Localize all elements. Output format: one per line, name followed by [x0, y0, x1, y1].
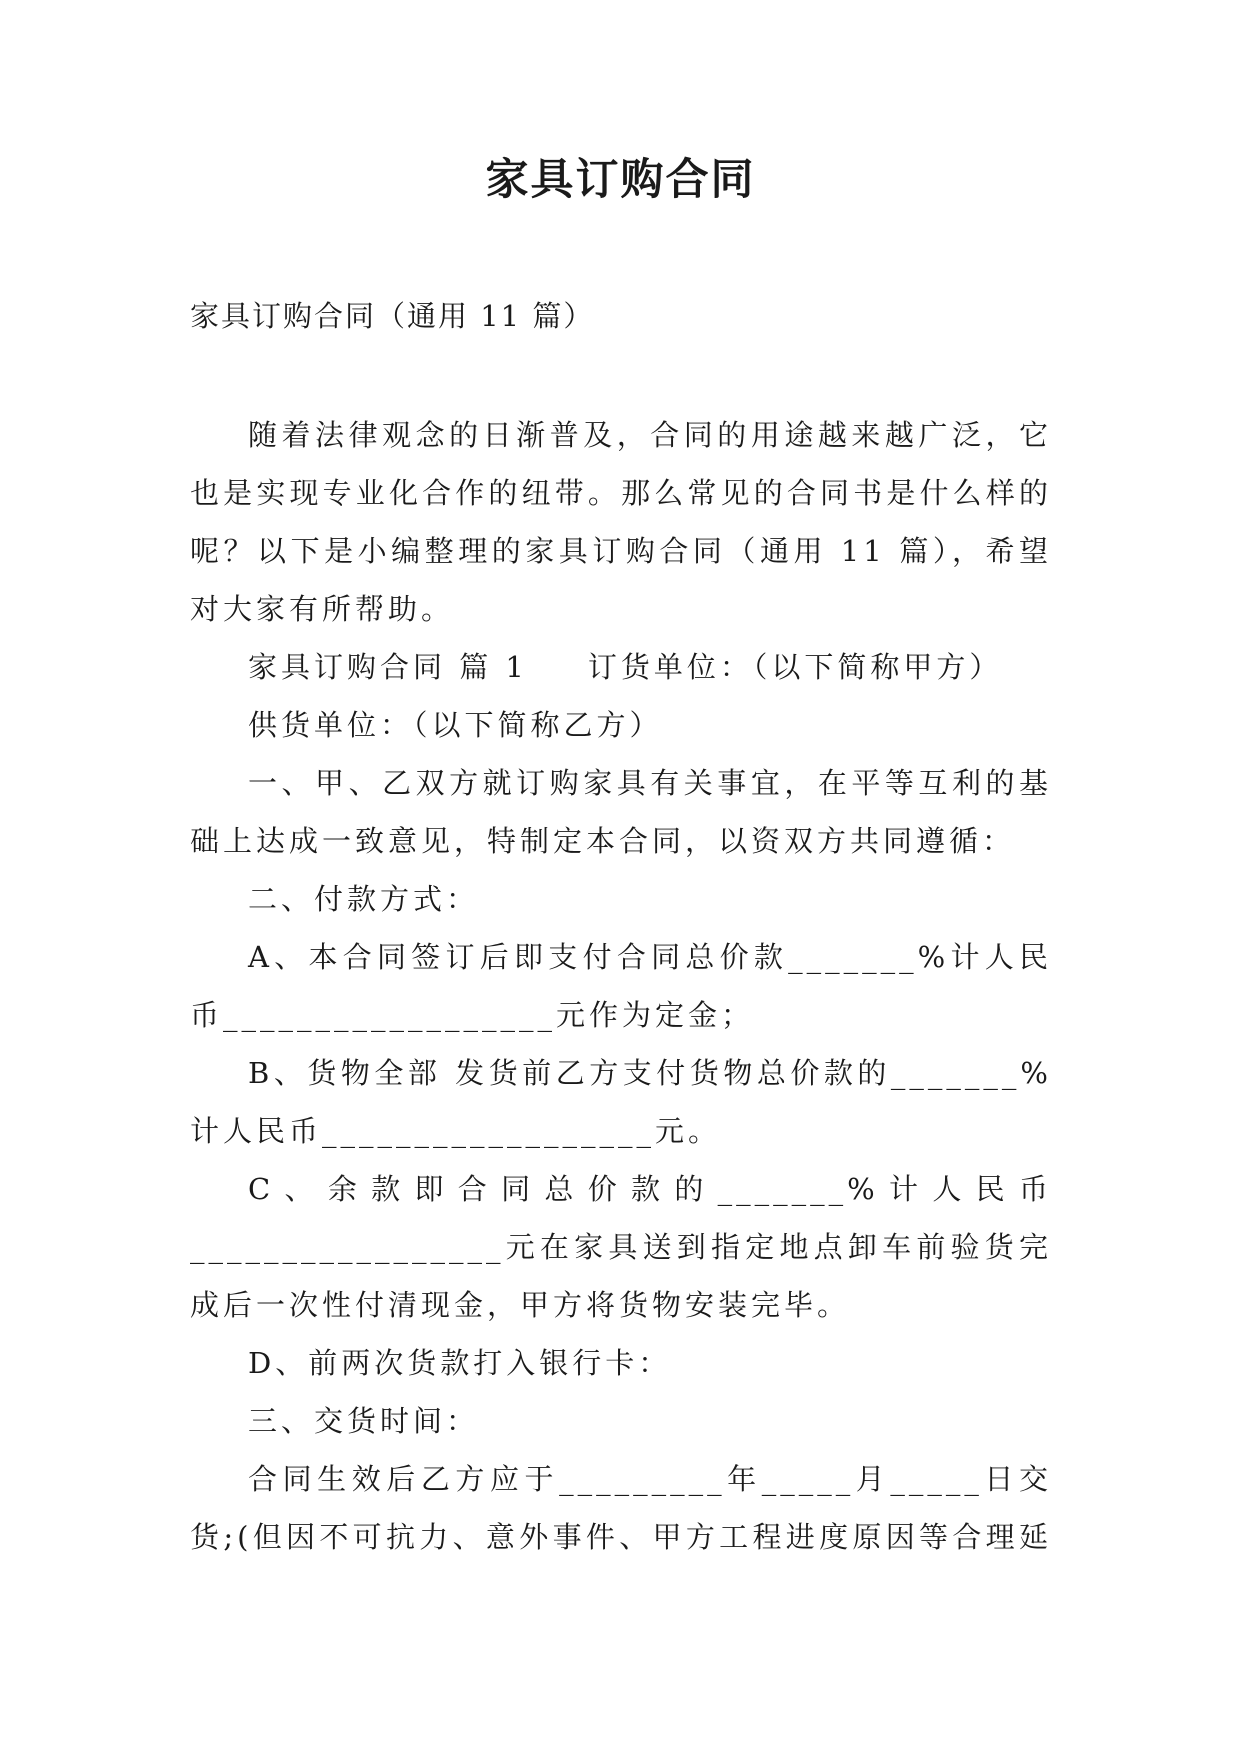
clause-2a: A、本合同签订后即支付合同总价款_______%计人民币__________________元作为定金； — [190, 940, 1052, 1032]
document-title: 家具订购合同 — [485, 155, 756, 205]
section-heading: 家具订购合同 篇 1 — [248, 650, 528, 684]
supply-unit-line: 供货单位：（以下简称乙方） — [248, 708, 663, 742]
intro-paragraph: 随着法律观念的日渐普及，合同的用途越来越广泛，它也是实现专业化合作的纽带。那么常见的合同书是什么样的呢？以下是小编整理的家具订购合同（通用 11 篇），希望对大家有所帮助。 — [190, 418, 1052, 626]
clause-2c: C、余款即合同总价款的_______%计人民币_________________元在家具送到指定地点卸车前验货完成后一次性付清现金，甲方将货物安装完毕。 — [190, 1172, 1052, 1322]
clause-2b: B、货物全部 发货前乙方支付货物总价款的_______%计人民币__________________元。 — [190, 1056, 1052, 1148]
clause-2-heading: 二、付款方式： — [248, 882, 480, 916]
document-subtitle: 家具订购合同（通用 11 篇） — [190, 299, 595, 333]
document-body — [190, 406, 1052, 1566]
section-heading-line — [190, 638, 1052, 696]
clause-3-text: 合同生效后乙方应于_________年_____月_____日交货;(但因不可抗力、意外事件、甲方工程进度原因等合理延 — [190, 1462, 1052, 1554]
clause-2d: D、前两次货款打入银行卡： — [248, 1346, 672, 1380]
clause-3-heading: 三、交货时间： — [248, 1404, 480, 1438]
order-unit-line: 订货单位：（以下简称甲方） — [587, 650, 1003, 684]
clause-1: 一、甲、乙双方就订购家具有关事宜，在平等互利的基础上达成一致意见，特制定本合同，以资双方共同遵循： — [190, 766, 1052, 858]
